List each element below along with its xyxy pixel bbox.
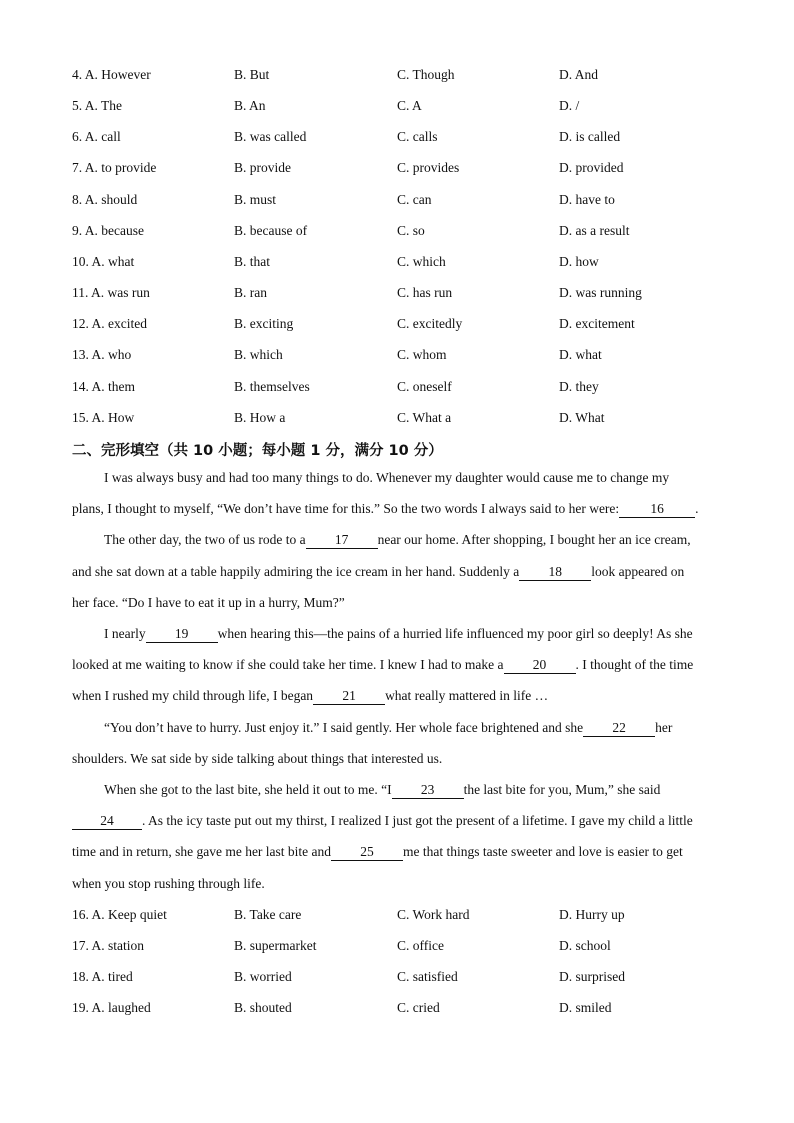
- option-a: 13. A. who: [72, 347, 132, 362]
- option-c: C. provides: [397, 160, 460, 175]
- passage-text: . As the icy taste put out my thirst, I realized I just got the present of a lifetime. I gave my child a little: [142, 813, 693, 828]
- option-a: 12. A. excited: [72, 316, 147, 331]
- option-a: 7. A. to provide: [72, 160, 157, 175]
- option-d: D. what: [559, 347, 602, 362]
- section-title: 二、完形填空（共 10 小题；每小题 1 分，满分 10 分）: [72, 443, 443, 459]
- passage-text: .: [695, 501, 699, 516]
- passage-text: look appeared on: [591, 564, 685, 579]
- blank-19[interactable]: 19: [146, 627, 218, 643]
- passage-text: plans, I thought to myself, “We don’t have time for this.” So the two words I always said to her were:: [72, 501, 620, 516]
- option-b: B. supermarket: [234, 938, 317, 953]
- option-d: D. school: [559, 938, 611, 953]
- passage-text: me that things taste sweeter and love is easier to get: [403, 844, 683, 859]
- passage-text: when you stop rushing through life.: [72, 876, 265, 891]
- options-row-q6: [72, 129, 732, 149]
- option-a: 17. A. station: [72, 938, 145, 953]
- passage-text: “You don’t have to hurry. Just enjoy it.” I said gently. Her whole face brightened and she: [104, 720, 584, 735]
- options-row-q10: [72, 254, 732, 274]
- passage-line: [104, 782, 660, 799]
- passage-line: [104, 626, 693, 643]
- option-b: B. exciting: [234, 316, 294, 331]
- option-d: D. excitement: [559, 316, 635, 331]
- option-c: C. whom: [397, 347, 447, 362]
- options-row-q9: [72, 223, 732, 243]
- option-c: C. office: [397, 938, 444, 953]
- option-b: B. But: [234, 67, 270, 82]
- passage-line: [72, 688, 548, 705]
- blank-18[interactable]: 18: [519, 565, 591, 581]
- option-d: D. provided: [559, 160, 624, 175]
- option-b: B. shouted: [234, 1000, 292, 1015]
- options-row-q17: [72, 938, 732, 958]
- option-c: C. calls: [397, 129, 438, 144]
- options-row-q8: [72, 192, 732, 212]
- passage-line: [72, 813, 693, 830]
- passage-line: [104, 470, 669, 486]
- passage-line: [72, 751, 442, 767]
- passage-text: when hearing this—the pains of a hurried life influenced my poor girl so deeply! As she: [217, 626, 693, 641]
- passage-text: looked at me waiting to know if she could take her time. I knew I had to make a: [72, 657, 504, 672]
- passage-text: her: [655, 720, 673, 735]
- option-b: B. themselves: [234, 379, 310, 394]
- option-c: C. so: [397, 223, 425, 238]
- option-a: 18. A. tired: [72, 969, 133, 984]
- passage-text: I was always busy and had too many things to do. Whenever my daughter would cause me to change my: [104, 470, 670, 485]
- option-c: C. A: [397, 98, 422, 113]
- passage-line: [72, 876, 265, 892]
- option-d: D. smiled: [559, 1000, 612, 1015]
- option-d: D. And: [559, 67, 599, 82]
- option-c: C. satisfied: [397, 969, 458, 984]
- passage-line: [72, 844, 683, 861]
- passage-text: I nearly: [104, 626, 146, 641]
- option-b: B. provide: [234, 160, 291, 175]
- option-b: B. An: [234, 98, 266, 113]
- passage-text: her face. “Do I have to eat it up in a hurry, Mum?”: [72, 595, 345, 610]
- option-d: D. What: [559, 410, 605, 425]
- option-a: 10. A. what: [72, 254, 135, 269]
- option-c: C. which: [397, 254, 446, 269]
- blank-24[interactable]: 24: [72, 814, 142, 830]
- passage-line: [72, 501, 699, 518]
- option-b: B. ran: [234, 285, 267, 300]
- option-a: 19. A. laughed: [72, 1000, 151, 1015]
- passage-line: [104, 532, 691, 549]
- option-b: B. because of: [234, 223, 308, 238]
- options-row-q11: [72, 285, 732, 305]
- passage-line: [72, 564, 684, 581]
- options-row-q15: [72, 410, 732, 430]
- option-a: 14. A. them: [72, 379, 135, 394]
- passage-line: [72, 595, 345, 611]
- option-b: B. How a: [234, 410, 286, 425]
- blank-25[interactable]: 25: [331, 845, 403, 861]
- option-d: D. they: [559, 379, 599, 394]
- option-a: 15. A. How: [72, 410, 135, 425]
- passage-text: . I thought of the time: [575, 657, 694, 672]
- passage-text: shoulders. We sat side by side talking about things that interested us.: [72, 751, 443, 766]
- passage-text: The other day, the two of us rode to a: [104, 532, 306, 547]
- option-a: 6. A. call: [72, 129, 121, 144]
- passage-text: the last bite for you, Mum,” she said: [463, 782, 661, 797]
- option-d: D. have to: [559, 192, 615, 207]
- options-row-q16: [72, 907, 732, 927]
- options-row-q7: [72, 160, 732, 180]
- option-a: 8. A. should: [72, 192, 138, 207]
- options-row-q12: [72, 316, 732, 336]
- option-d: D. how: [559, 254, 599, 269]
- option-b: B. must: [234, 192, 277, 207]
- option-c: C. Though: [397, 67, 455, 82]
- options-row-q14: [72, 379, 732, 399]
- option-a: 16. A. Keep quiet: [72, 907, 167, 922]
- option-c: C. can: [397, 192, 432, 207]
- option-d: D. Hurry up: [559, 907, 625, 922]
- options-row-q13: [72, 347, 732, 367]
- blank-17[interactable]: 17: [306, 533, 378, 549]
- option-d: D. /: [559, 98, 580, 113]
- option-a: 5. A. The: [72, 98, 122, 113]
- passage-text: and she sat down at a table happily admiring the ice cream in her hand. Suddenly a: [72, 564, 520, 579]
- option-d: D. is called: [559, 129, 621, 144]
- option-b: B. that: [234, 254, 270, 269]
- passage-text: when I rushed my child through life, I began: [72, 688, 314, 703]
- option-a: 11. A. was run: [72, 285, 150, 300]
- option-c: C. cried: [397, 1000, 440, 1015]
- blank-23[interactable]: 23: [392, 783, 464, 799]
- option-c: C. What a: [397, 410, 452, 425]
- option-c: C. Work hard: [397, 907, 470, 922]
- option-b: B. which: [234, 347, 283, 362]
- passage-line: [104, 720, 672, 737]
- option-b: B. worried: [234, 969, 292, 984]
- option-b: B. was called: [234, 129, 307, 144]
- option-d: D. was running: [559, 285, 642, 300]
- option-c: C. excitedly: [397, 316, 463, 331]
- passage-text: When she got to the last bite, she held it out to me. “I: [104, 782, 392, 797]
- option-c: C. oneself: [397, 379, 452, 394]
- blank-16[interactable]: 16: [619, 502, 695, 518]
- blank-21[interactable]: 21: [313, 689, 385, 705]
- option-a: 9. A. because: [72, 223, 144, 238]
- passage-text: near our home. After shopping, I bought her an ice cream,: [377, 532, 691, 547]
- passage-line: [72, 657, 693, 674]
- options-row-q4: [72, 67, 732, 87]
- blank-22[interactable]: 22: [583, 721, 655, 737]
- options-row-q19: [72, 1000, 732, 1020]
- option-b: B. Take care: [234, 907, 302, 922]
- option-d: D. as a result: [559, 223, 630, 238]
- options-row-q18: [72, 969, 732, 989]
- option-d: D. surprised: [559, 969, 625, 984]
- passage-text: time and in return, she gave me her last bite and: [72, 844, 332, 859]
- blank-20[interactable]: 20: [504, 658, 576, 674]
- options-row-q5: [72, 98, 732, 118]
- option-a: 4. A. However: [72, 67, 151, 82]
- passage-text: what really mattered in life …: [385, 688, 549, 703]
- option-c: C. has run: [397, 285, 453, 300]
